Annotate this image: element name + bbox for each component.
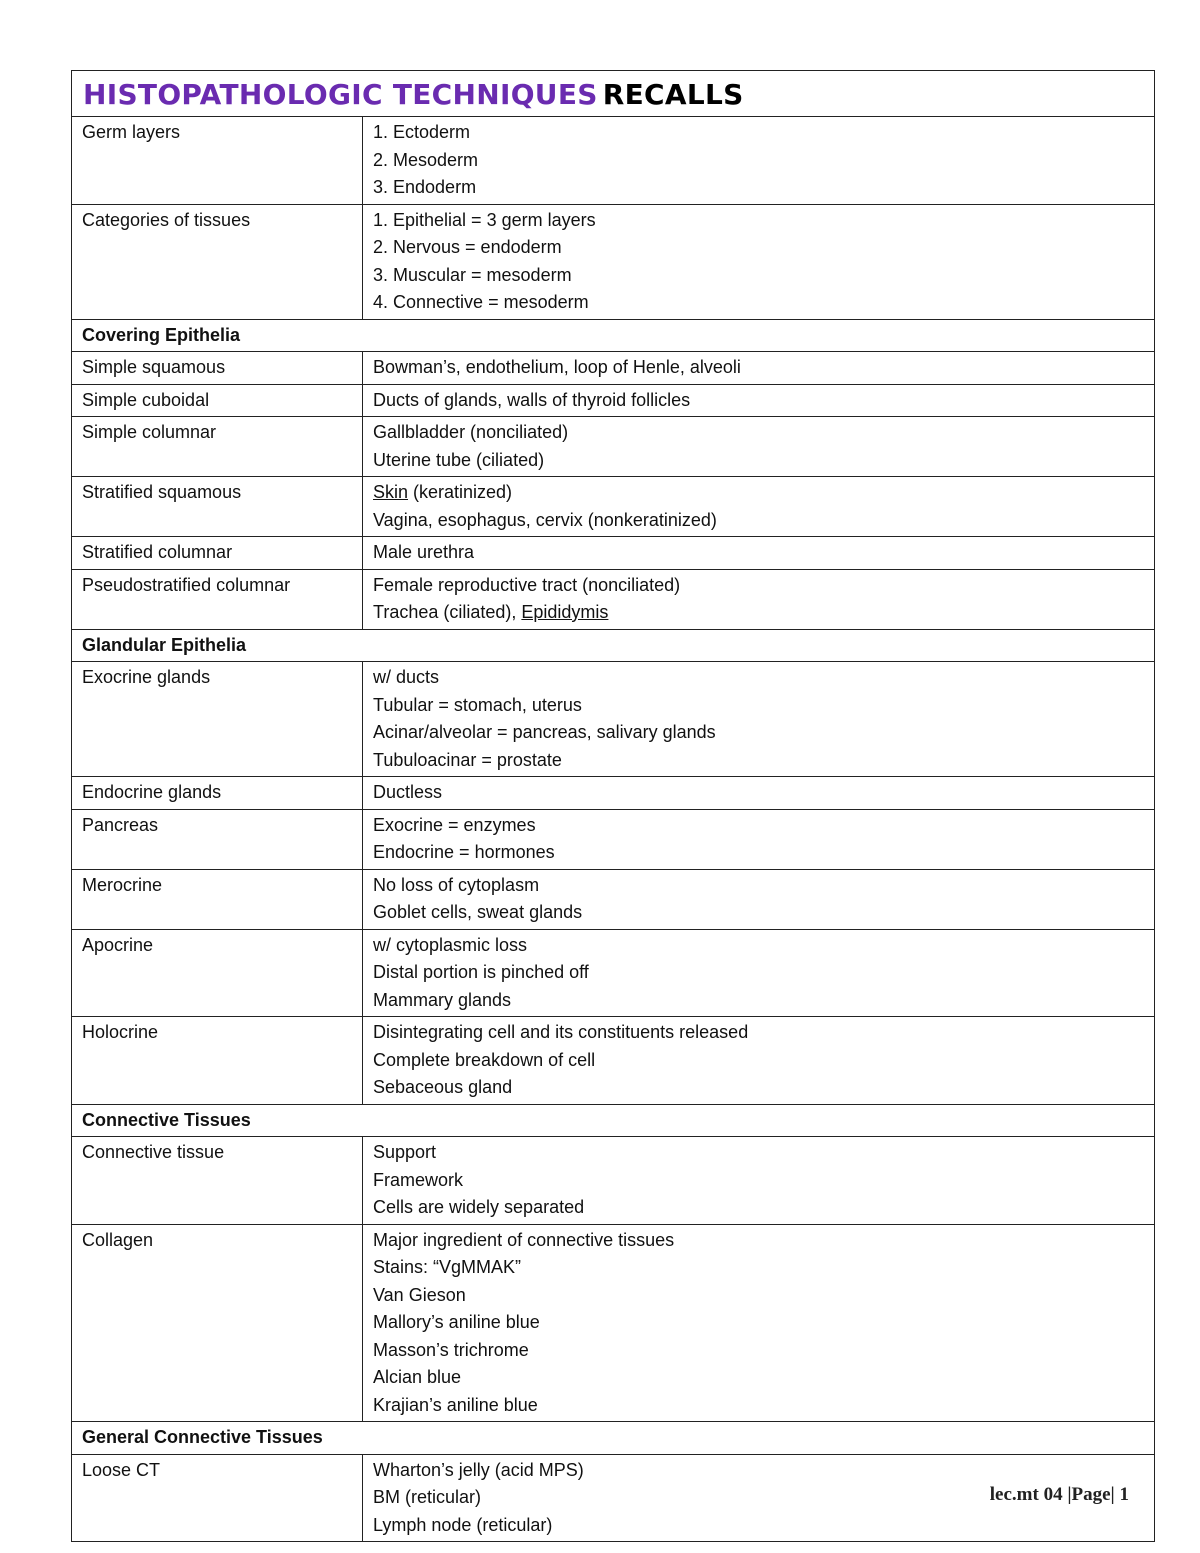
description-cell — [363, 662, 1155, 777]
description-cell — [363, 869, 1155, 929]
document-title-rest: RECALLS — [602, 78, 744, 111]
description-cell — [363, 809, 1155, 869]
description-line: Cells are widely separated — [373, 1197, 585, 1217]
description-cell — [363, 537, 1155, 570]
term-cell: Simple cuboidal — [72, 384, 363, 417]
description-cell — [363, 117, 1155, 205]
description-line: Goblet cells, sweat glands — [373, 902, 583, 922]
description-line: Gallbladder (nonciliated) — [373, 422, 569, 442]
underlined-text: Epididymis — [521, 602, 609, 622]
description-line: Mallory’s aniline blue — [373, 1312, 540, 1332]
description-line: Alcian blue — [373, 1367, 462, 1387]
description-line: Female reproductive tract (nonciliated) — [373, 574, 681, 595]
description-line: No loss of cytoplasm — [373, 874, 540, 895]
table-row — [72, 929, 1155, 1017]
description-cell — [363, 384, 1155, 417]
description-cell — [363, 777, 1155, 810]
description-line: Male urethra — [373, 542, 475, 562]
description-line: Framework — [373, 1169, 464, 1190]
table-row — [72, 1224, 1155, 1422]
description-line: 2. Nervous = endoderm — [373, 237, 562, 257]
term-cell: Stratified squamous — [72, 477, 363, 537]
table-row — [72, 352, 1155, 385]
description-line: w/ ducts — [373, 667, 440, 687]
underlined-text: Skin — [373, 482, 409, 502]
description-line: BM (reticular) — [373, 1487, 482, 1507]
table-row — [72, 1017, 1155, 1105]
term-cell: Loose CT — [72, 1454, 363, 1542]
term-cell: Exocrine glands — [72, 662, 363, 777]
description-line: Wharton’s jelly (acid MPS) — [373, 1459, 584, 1480]
description-line: Lymph node (reticular) — [373, 1514, 553, 1535]
section-heading: Covering Epithelia — [72, 319, 1155, 352]
document-title-accent: HISTOPATHOLOGIC TECHNIQUES — [83, 78, 598, 111]
section-row — [72, 629, 1155, 662]
term-cell: Categories of tissues — [72, 204, 363, 319]
term-cell: Connective tissue — [72, 1137, 363, 1225]
description-line: Complete breakdown of cell — [373, 1049, 596, 1070]
recall-table — [71, 70, 1155, 1542]
description-line: Sebaceous gland — [373, 1077, 513, 1097]
section-row — [72, 1422, 1155, 1455]
description-line: Disintegrating cell and its constituents released — [373, 1022, 749, 1042]
section-row — [72, 319, 1155, 352]
text-segment: (keratinized) — [408, 482, 513, 502]
table-row — [72, 662, 1155, 777]
description-line: 1. Ectoderm — [373, 122, 471, 142]
table-row — [72, 777, 1155, 810]
section-heading: Glandular Epithelia — [72, 629, 1155, 662]
term-cell: Stratified columnar — [72, 537, 363, 570]
description-line: Van Gieson — [373, 1284, 466, 1305]
description-line: Vagina, esophagus, cervix (nonkeratinized) — [373, 509, 717, 530]
description-cell — [363, 1224, 1155, 1422]
description-line: Major ingredient of connective tissues — [373, 1229, 675, 1250]
description-cell — [363, 1017, 1155, 1105]
table-row — [72, 809, 1155, 869]
description-line: Acinar/alveolar = pancreas, salivary glands — [373, 722, 716, 742]
term-cell: Simple squamous — [72, 352, 363, 385]
description-line: Tubular = stomach, uterus — [373, 694, 582, 715]
table-row — [72, 384, 1155, 417]
description-line: 4. Connective = mesoderm — [373, 292, 589, 312]
term-cell: Pancreas — [72, 809, 363, 869]
table-row — [72, 117, 1155, 205]
description-cell — [363, 569, 1155, 629]
description-line: Endocrine = hormones — [373, 842, 555, 862]
description-line: Tubuloacinar = prostate — [373, 749, 562, 770]
term-cell: Germ layers — [72, 117, 363, 205]
table-row — [72, 204, 1155, 319]
description-line: Masson’s trichrome — [373, 1339, 529, 1360]
description-line: Mammary glands — [373, 989, 512, 1010]
description-line: Uterine tube (ciliated) — [373, 449, 545, 470]
table-row — [72, 869, 1155, 929]
description-line: Ductless — [373, 782, 443, 802]
description-line: w/ cytoplasmic loss — [373, 934, 528, 955]
description-cell — [363, 1137, 1155, 1225]
description-line: Ducts of glands, walls of thyroid follicles — [373, 389, 691, 410]
table-row — [72, 1137, 1155, 1225]
description-cell — [363, 417, 1155, 477]
title-cell — [72, 71, 1155, 117]
title-row — [72, 71, 1155, 117]
term-cell: Collagen — [72, 1224, 363, 1422]
description-line: Distal portion is pinched off — [373, 962, 589, 982]
table-row — [72, 537, 1155, 570]
page-footer: lec.mt 04 |Page| 1 — [989, 1484, 1129, 1505]
table-body — [72, 71, 1155, 1542]
table-row — [72, 417, 1155, 477]
description-cell — [363, 352, 1155, 385]
term-cell: Simple columnar — [72, 417, 363, 477]
description-line: Bowman’s, endothelium, loop of Henle, alveoli — [373, 357, 741, 377]
term-cell: Apocrine — [72, 929, 363, 1017]
description-cell — [363, 477, 1155, 537]
term-cell: Pseudostratified columnar — [72, 569, 363, 629]
description-line: 3. Muscular = mesoderm — [373, 264, 572, 285]
description-line: Stains: “VgMMAK” — [373, 1257, 522, 1277]
table-row — [72, 477, 1155, 537]
description-line: Support — [373, 1142, 437, 1162]
description-cell — [363, 204, 1155, 319]
term-cell: Endocrine glands — [72, 777, 363, 810]
term-cell: Holocrine — [72, 1017, 363, 1105]
table-row — [72, 569, 1155, 629]
description-line — [373, 599, 1154, 627]
term-cell: Merocrine — [72, 869, 363, 929]
description-line: Exocrine = enzymes — [373, 814, 536, 835]
description-line — [373, 479, 1154, 507]
section-row — [72, 1104, 1155, 1137]
description-line: 2. Mesoderm — [373, 149, 479, 170]
section-heading: Connective Tissues — [72, 1104, 1155, 1137]
section-heading: General Connective Tissues — [72, 1422, 1155, 1455]
description-line: 1. Epithelial = 3 germ layers — [373, 209, 596, 230]
description-line: 3. Endoderm — [373, 177, 477, 197]
text-segment: Trachea (ciliated), — [373, 602, 522, 622]
description-line: Krajian’s aniline blue — [373, 1394, 538, 1415]
description-cell — [363, 929, 1155, 1017]
